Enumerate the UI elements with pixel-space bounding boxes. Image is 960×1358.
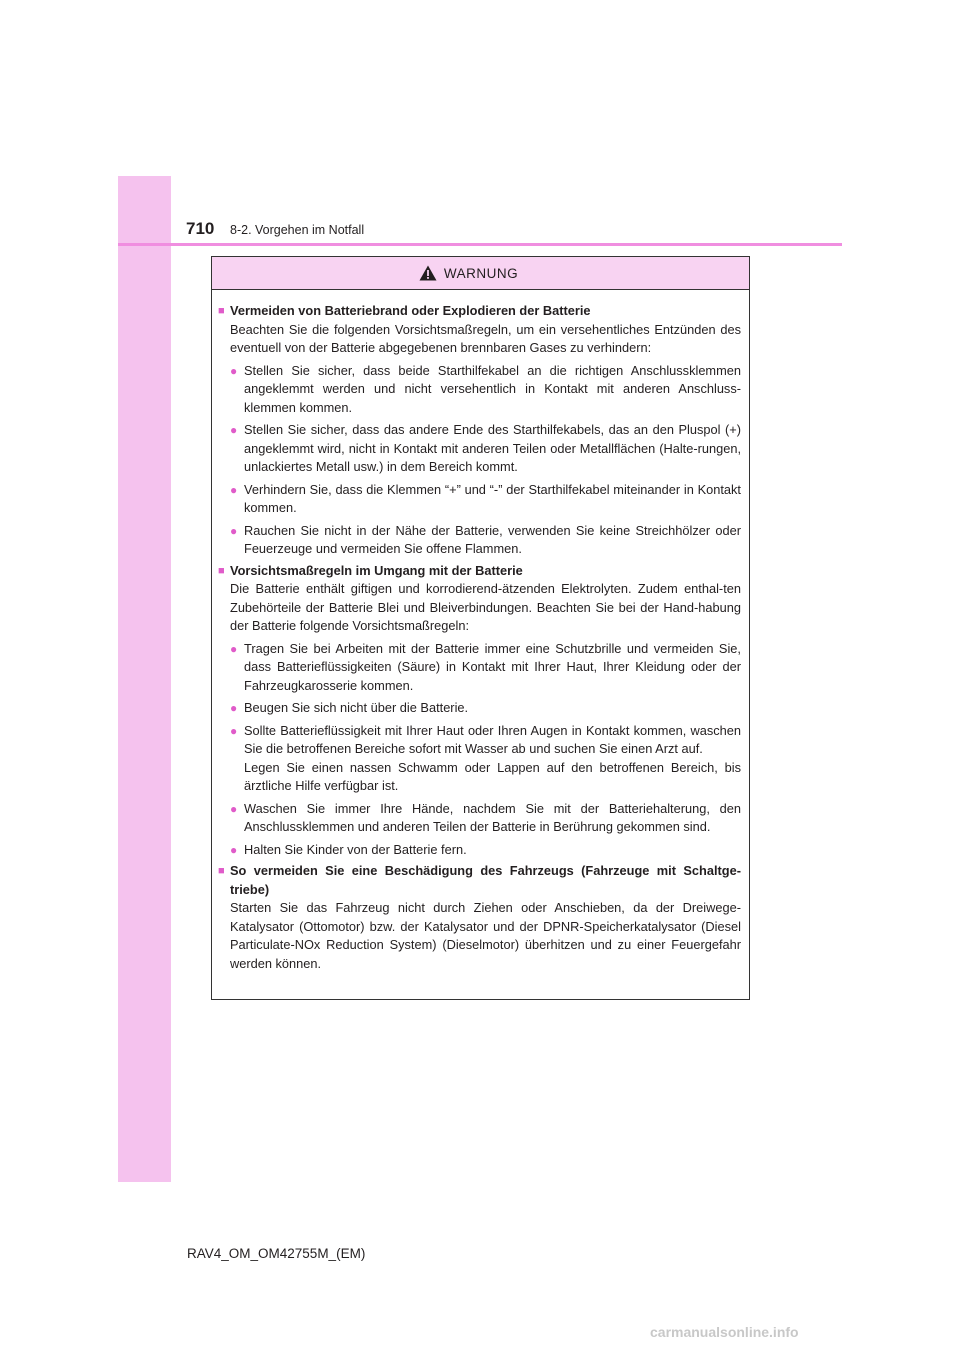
bullet-text [244, 722, 741, 796]
bullet-paragraph: Verhindern Sie, dass die Klemmen “+” und “-” der Starthilfekabel miteinander in Kontakt kommen. [244, 481, 741, 515]
topic-title: Vermeiden von Batteriebrand oder Explodieren der Batterie [230, 303, 591, 318]
circle-bullet-icon: ● [230, 701, 238, 715]
topic-title: Vorsichtsmaßregeln im Umgang mit der Batterie [230, 562, 523, 578]
section-title: 8-2. Vorgehen im Notfall [230, 223, 365, 237]
bullet-item [230, 699, 741, 718]
topic-intro: Die Batterie enthält giftigen und korrodierend-ätzenden Elektrolyten. Zudem enthal-ten Zubehörteile der Batterie Blei und Bleiverbindungen. Beachten Sie bei der Hand-habung der Batterie folgende Vorsichtsmaßregeln: [230, 581, 741, 633]
square-bullet-icon: ■ [218, 564, 225, 577]
circle-bullet-icon: ● [230, 363, 238, 378]
watermark: carmanualsonline.info [650, 1324, 799, 1340]
bullet-text [244, 421, 741, 477]
bullet-text [244, 640, 741, 696]
circle-bullet-icon: ● [230, 801, 238, 816]
circle-bullet-icon: ● [230, 723, 238, 738]
circle-bullet-icon: ● [230, 423, 238, 437]
footer-code: RAV4_OM_OM42755M_(EM) [187, 1246, 366, 1261]
bullet-text [244, 800, 741, 837]
bullet-text [244, 699, 741, 718]
bullet-paragraph: Waschen Sie immer Ihre Hände, nachdem Sie mit der Batteriehalterung, den Anschlussklemmen und anderen Teilen der Batterie in Berührung gekommen sind. [244, 800, 741, 834]
circle-bullet-icon: ● [230, 523, 238, 538]
bullet-item [230, 722, 741, 796]
square-bullet-icon: ■ [218, 305, 225, 317]
circle-bullet-icon: ● [230, 641, 238, 656]
warning-label: WARNUNG [443, 265, 519, 281]
circle-bullet-icon: ● [230, 842, 238, 857]
bullet-paragraph: Legen Sie einen nassen Schwamm oder Lappen auf den betroffenen Bereich, bis ärztliche Hilfe verfügbar ist. [244, 759, 741, 793]
bullet-item [230, 421, 741, 477]
warning-box [211, 256, 750, 1000]
warning-triangle-icon [419, 265, 437, 281]
page-number: 710 [186, 219, 215, 238]
topic-title: So vermeiden Sie eine Beschädigung des Fahrzeugs (Fahrzeuge mit Schaltge-triebe) [230, 863, 741, 897]
bullet-item [230, 640, 741, 696]
side-tab-band [118, 176, 171, 1182]
bullet-item [230, 522, 741, 559]
bullet-item [230, 362, 741, 418]
bullet-text [244, 522, 741, 559]
bullet-paragraph: Tragen Sie bei Arbeiten mit der Batterie immer eine Schutzbrille und vermeiden Sie, dass Batterieflüssigkeiten (Säure) in Kontakt mit Ihrer Haut, Ihrer Kleidung oder der Fahrzeugkarosserie kommen. [244, 640, 741, 693]
bullet-text [244, 481, 741, 518]
topic-intro: Beachten Sie die folgenden Vorsichtsmaßregeln, um ein versehentliches Entzünden des eventuell von der Batterie abgegebenen brennbaren Gases zu verhindern: [230, 321, 741, 355]
square-bullet-icon: ■ [218, 865, 225, 877]
bullet-item [230, 800, 741, 837]
header-rule [118, 243, 842, 246]
bullet-paragraph: Rauchen Sie nicht in der Nähe der Batterie, verwenden Sie keine Streichhölzer oder Feuerzeuge und vermeiden Sie offene Flammen. [244, 522, 741, 556]
bullet-paragraph: Sollte Batterieflüssigkeit mit Ihrer Haut oder Ihren Augen in Kontakt kommen, waschen Sie die betroffenen Bereiche sofort mit Wasser ab und suchen Sie einen Arzt auf. [244, 722, 741, 756]
bullet-text [244, 362, 741, 418]
topic-heading [218, 862, 741, 899]
warning-header [212, 257, 749, 290]
bullet-paragraph: Stellen Sie sicher, dass beide Starthilfekabel an die richtigen Anschlussklemmen angeklemmt werden und nicht versehentlich in Kontakt mit anderen Anschluss-klemmen kommen. [244, 362, 741, 415]
bullet-paragraph: Beugen Sie sich nicht über die Batterie. [244, 700, 469, 715]
circle-bullet-icon: ● [230, 482, 238, 497]
topic-heading [218, 302, 741, 321]
bullet-item [230, 481, 741, 518]
topic-intro: Starten Sie das Fahrzeug nicht durch Ziehen oder Anschieben, da der Dreiwege-Katalysator (Ottomotor) bzw. der Katalysator und der DPNR-Speicherkatalysator (Diesel Particulate-NOx Reduction System) (Dieselmotor) überhitzen und zu einer Feuergefahr werden können. [230, 900, 741, 971]
bullet-item [230, 841, 741, 860]
topic-heading [218, 562, 741, 581]
bullet-paragraph: Halten Sie Kinder von der Batterie fern. [244, 841, 467, 857]
bullet-text [244, 841, 741, 860]
bullet-paragraph: Stellen Sie sicher, dass das andere Ende des Starthilfekabels, das an den Pluspol (+) angeklemmt wird, nicht in Kontakt mit anderen Teilen oder Metallflächen (Halte-rungen, unlackiertes Metall usw.) in dem Bereich kommt. [244, 422, 741, 474]
warning-body [212, 290, 749, 973]
